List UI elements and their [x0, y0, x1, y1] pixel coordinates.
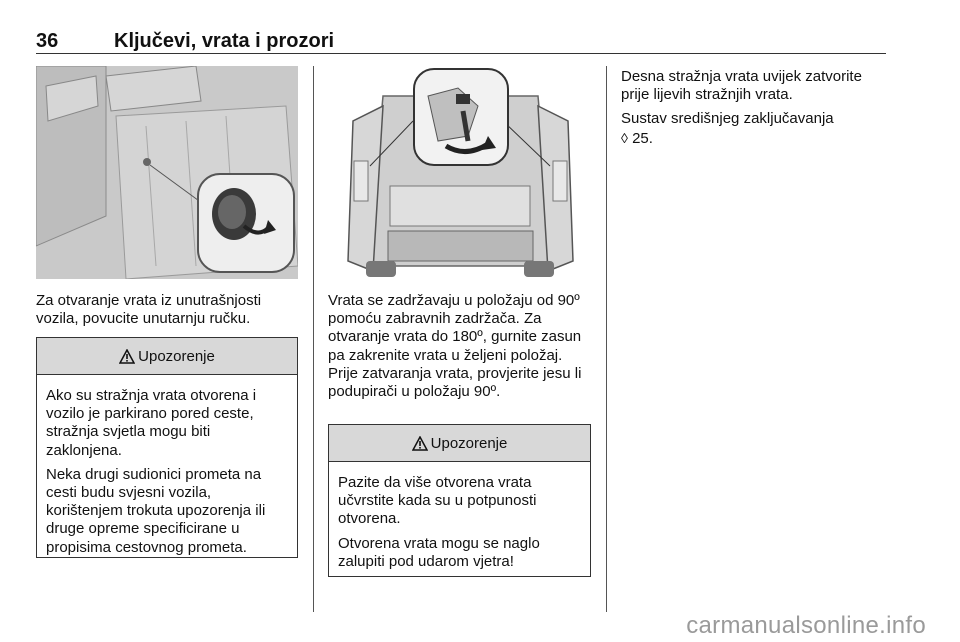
header-divider — [36, 53, 886, 54]
instruction-paragraph: Desna stražnja vrata uvijek zatvorite prije lijevih stražnjih vrata. — [621, 68, 862, 104]
column-divider — [606, 66, 607, 612]
rear-doors-drawing — [328, 66, 591, 279]
column-divider — [313, 66, 314, 612]
instruction-paragraph: Za otvaranje vrata iz unutrašnjosti vozila, povucite unutarnju ručku. — [36, 292, 262, 328]
warning-paragraph: Otvorena vrata mogu se naglo zalupiti pod udarom vjetra! — [338, 534, 540, 570]
door-handle-drawing — [36, 66, 298, 279]
page-header — [36, 30, 886, 52]
warning-triangle-icon — [412, 436, 428, 451]
warning-box — [36, 337, 298, 558]
warning-header — [37, 338, 297, 375]
door-handle-illustration — [36, 66, 298, 279]
warning-body — [37, 375, 297, 571]
warning-body — [329, 462, 590, 585]
instruction-paragraph: Vrata se zadržavaju u položaju od 90º pomoću zabravnih zadržača. Za otvaranje vrata do 180º, gurnite zasun pa zakrenite vrata u željeni položaj. Prije zatvaranja vrata, provjerite jesu li podupirači u položaju 90º. — [328, 292, 582, 401]
reference-arrow-icon: ◊ — [621, 129, 628, 146]
chapter-title: Ključevi, vrata i prozori — [114, 30, 335, 52]
reference-page: 25. — [632, 129, 653, 147]
watermark: carmanualsonline.info — [686, 612, 926, 639]
warning-paragraph: Ako su stražnja vrata otvorena i vozilo je parkirano pored ceste, stražnja svjetla mogu biti zaklonjena. — [46, 387, 257, 459]
page-number: 36 — [36, 30, 59, 52]
warning-triangle-icon — [119, 349, 135, 364]
warning-paragraph: Pazite da više otvorena vrata učvrstite kada su u potpunosti otvorena. — [338, 474, 537, 528]
warning-paragraph: Neka drugi sudionici prometa na cesti budu svjesni vozila, korištenjem trokuta upozorenja ili druge opreme specificirane u propisima cestovnog prometa. — [46, 465, 266, 556]
door-hold-instruction — [328, 292, 592, 407]
rear-doors-illustration — [328, 66, 591, 279]
warning-header — [329, 425, 590, 462]
central-locking-reference-label: Sustav središnjeg zaključavanja — [621, 110, 834, 128]
door-open-instruction — [36, 292, 298, 334]
closing-instructions — [621, 68, 886, 154]
page-reference[interactable] — [621, 129, 886, 148]
warning-title: Upozorenje — [138, 347, 215, 365]
warning-title: Upozorenje — [430, 434, 508, 452]
warning-box — [328, 424, 591, 577]
